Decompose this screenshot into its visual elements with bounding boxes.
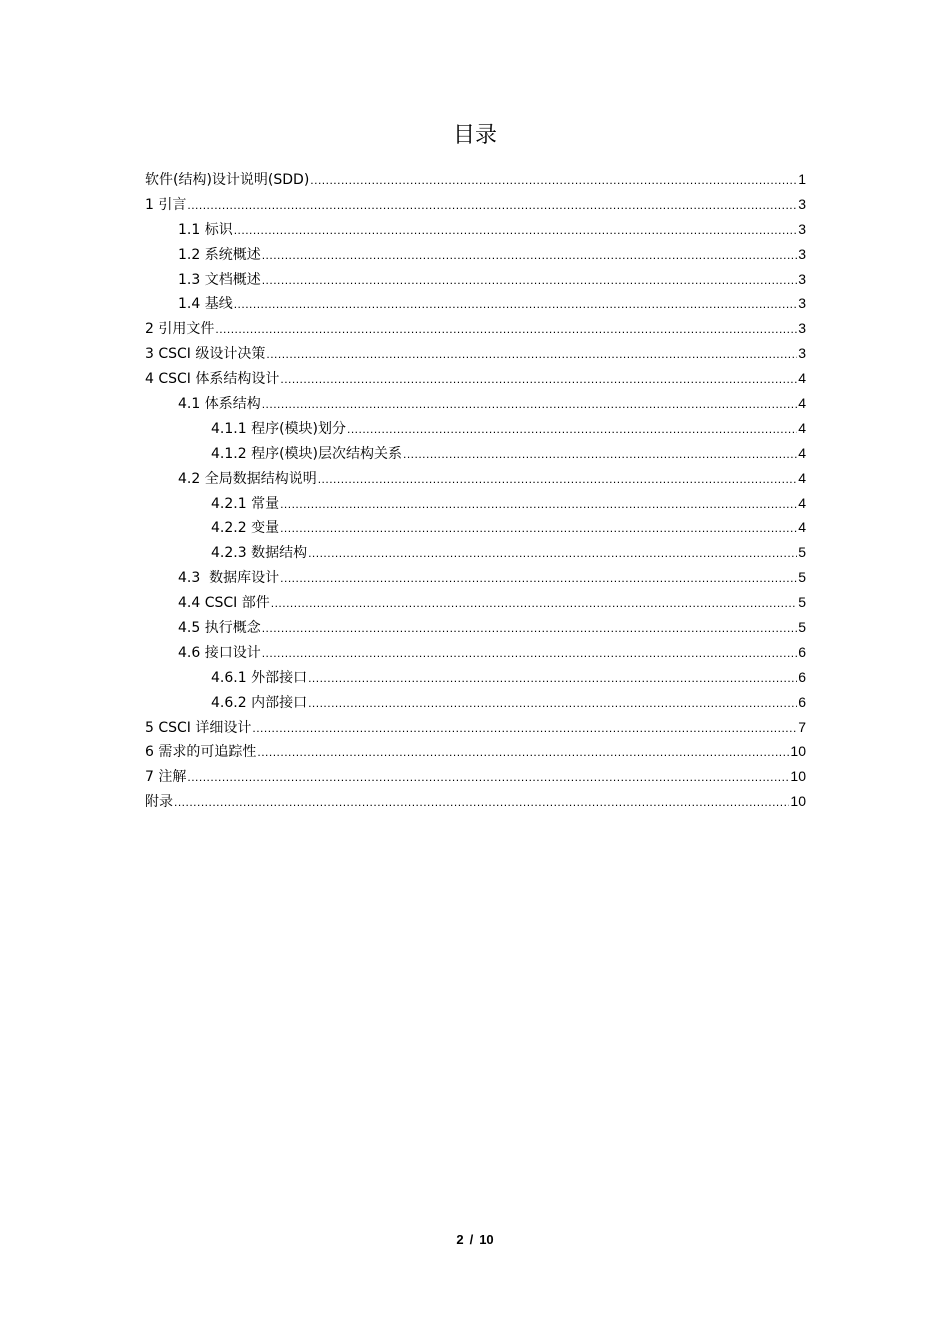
toc-entry-label: 4.1.2 程序(模块)层次结构关系 xyxy=(211,445,402,462)
toc-dot-leader xyxy=(262,244,797,266)
toc-dot-leader xyxy=(174,791,789,813)
toc-entry-label: 1.4 基线 xyxy=(178,296,233,313)
toc-entry-label: 4.6.1 外部接口 xyxy=(211,669,308,686)
toc-list xyxy=(145,168,806,815)
toc-entry-label: 4.4 CSCI 部件 xyxy=(178,595,270,612)
toc-dot-leader xyxy=(262,642,797,664)
toc-entry-label: 4.5 执行概念 xyxy=(178,620,261,637)
toc-entry-label: 1.2 系统概述 xyxy=(178,246,261,263)
toc-dot-leader xyxy=(266,343,797,365)
toc-entry-label: 4.1 体系结构 xyxy=(178,396,261,413)
toc-entry[interactable] xyxy=(145,292,806,317)
toc-entry-label: 1.1 标识 xyxy=(178,221,233,238)
toc-entry-label: 1.3 文档概述 xyxy=(178,271,261,288)
toc-entry-page: 6 xyxy=(798,643,806,660)
toc-entry-page: 10 xyxy=(790,743,806,760)
toc-entry[interactable] xyxy=(145,790,806,815)
toc-dot-leader xyxy=(187,194,797,216)
toc-entry[interactable] xyxy=(145,516,806,541)
toc-dot-leader xyxy=(187,766,789,788)
toc-entry-page: 4 xyxy=(798,519,806,536)
toc-dot-leader xyxy=(215,318,797,340)
toc-entry-label: 4.2 全局数据结构说明 xyxy=(178,470,317,487)
toc-entry-label: 附录 xyxy=(145,794,173,811)
toc-entry-label: 1 引言 xyxy=(145,196,187,213)
page-footer xyxy=(0,1232,950,1247)
toc-entry-page: 6 xyxy=(798,693,806,710)
toc-entry-label: 4.2.3 数据结构 xyxy=(211,545,308,562)
toc-entry-page: 5 xyxy=(798,544,806,561)
toc-entry[interactable] xyxy=(145,218,806,243)
toc-entry[interactable] xyxy=(145,566,806,591)
toc-dot-leader xyxy=(347,418,797,440)
current-page-number: 2 xyxy=(456,1232,464,1247)
toc-entry[interactable] xyxy=(145,740,806,765)
toc-entry-page: 3 xyxy=(798,320,806,337)
toc-entry[interactable] xyxy=(145,442,806,467)
toc-entry-page: 3 xyxy=(798,295,806,312)
toc-dot-leader xyxy=(280,368,797,390)
toc-entry[interactable] xyxy=(145,666,806,691)
toc-entry-page: 10 xyxy=(790,793,806,810)
toc-entry[interactable] xyxy=(145,641,806,666)
toc-entry-page: 10 xyxy=(790,768,806,785)
toc-dot-leader xyxy=(234,219,797,241)
toc-dot-leader xyxy=(318,468,797,490)
toc-entry[interactable] xyxy=(145,268,806,293)
total-page-count: 10 xyxy=(479,1232,494,1247)
toc-entry[interactable] xyxy=(145,243,806,268)
toc-entry[interactable] xyxy=(145,616,806,641)
toc-dot-leader xyxy=(280,567,797,589)
toc-entry[interactable] xyxy=(145,317,806,342)
toc-entry-page: 3 xyxy=(798,245,806,262)
toc-entry-label: 7 注解 xyxy=(145,769,187,786)
toc-entry-page: 3 xyxy=(798,195,806,212)
toc-entry-label: 4 CSCI 体系结构设计 xyxy=(145,371,280,388)
toc-entry-page: 3 xyxy=(798,345,806,362)
toc-entry[interactable] xyxy=(145,591,806,616)
toc-entry-label: 4.2.2 变量 xyxy=(211,520,280,537)
toc-entry[interactable] xyxy=(145,467,806,492)
toc-entry-page: 3 xyxy=(798,220,806,237)
toc-entry-page: 4 xyxy=(798,494,806,511)
toc-dot-leader xyxy=(308,692,797,714)
toc-dot-leader xyxy=(257,741,789,763)
page-number-separator: / xyxy=(469,1232,474,1247)
toc-dot-leader xyxy=(308,542,797,564)
toc-dot-leader xyxy=(262,617,797,639)
toc-entry[interactable] xyxy=(145,342,806,367)
toc-entry-page: 7 xyxy=(798,718,806,735)
toc-dot-leader xyxy=(271,592,797,614)
toc-entry-page: 5 xyxy=(798,594,806,611)
toc-entry[interactable] xyxy=(145,417,806,442)
toc-entry[interactable] xyxy=(145,716,806,741)
toc-dot-leader xyxy=(280,493,797,515)
toc-entry-label: 2 引用文件 xyxy=(145,321,215,338)
toc-entry[interactable] xyxy=(145,765,806,790)
toc-entry-label: 5 CSCI 详细设计 xyxy=(145,719,252,736)
toc-entry-label: 软件(结构)设计说明(SDD) xyxy=(145,172,310,188)
toc-dot-leader xyxy=(280,517,797,539)
toc-entry-label: 4.1.1 程序(模块)划分 xyxy=(211,420,346,437)
toc-entry-label: 4.3 数据库设计 xyxy=(178,570,280,587)
toc-entry-label: 3 CSCI 级设计决策 xyxy=(145,346,266,363)
toc-entry-page: 4 xyxy=(798,469,806,486)
toc-entry[interactable] xyxy=(145,691,806,716)
toc-dot-leader xyxy=(308,667,797,689)
toc-entry[interactable] xyxy=(145,367,806,392)
toc-entry[interactable] xyxy=(145,541,806,566)
toc-entry-page: 5 xyxy=(798,619,806,636)
toc-entry-label: 4.2.1 常量 xyxy=(211,495,280,512)
toc-dot-leader xyxy=(262,393,797,415)
toc-title: 目录 xyxy=(452,123,497,148)
toc-entry-page: 1 xyxy=(798,171,806,187)
toc-entry[interactable] xyxy=(145,168,806,193)
toc-entry-page: 4 xyxy=(798,444,806,461)
toc-entry[interactable] xyxy=(145,193,806,218)
toc-entry-page: 4 xyxy=(798,395,806,412)
toc-entry[interactable] xyxy=(145,392,806,417)
toc-dot-leader xyxy=(262,269,797,291)
toc-entry[interactable] xyxy=(145,492,806,517)
toc-entry-label: 4.6 接口设计 xyxy=(178,644,261,661)
toc-entry-label: 6 需求的可追踪性 xyxy=(145,744,257,761)
toc-entry-page: 4 xyxy=(798,419,806,436)
toc-dot-leader xyxy=(252,717,797,739)
toc-dot-leader xyxy=(403,443,797,465)
toc-dot-leader xyxy=(234,293,797,315)
toc-entry-page: 4 xyxy=(798,370,806,387)
toc-entry-label: 4.6.2 内部接口 xyxy=(211,694,308,711)
toc-entry-page: 5 xyxy=(798,569,806,586)
toc-dot-leader xyxy=(310,169,797,191)
toc-entry-page: 6 xyxy=(798,668,806,685)
toc-entry-page: 3 xyxy=(798,270,806,287)
